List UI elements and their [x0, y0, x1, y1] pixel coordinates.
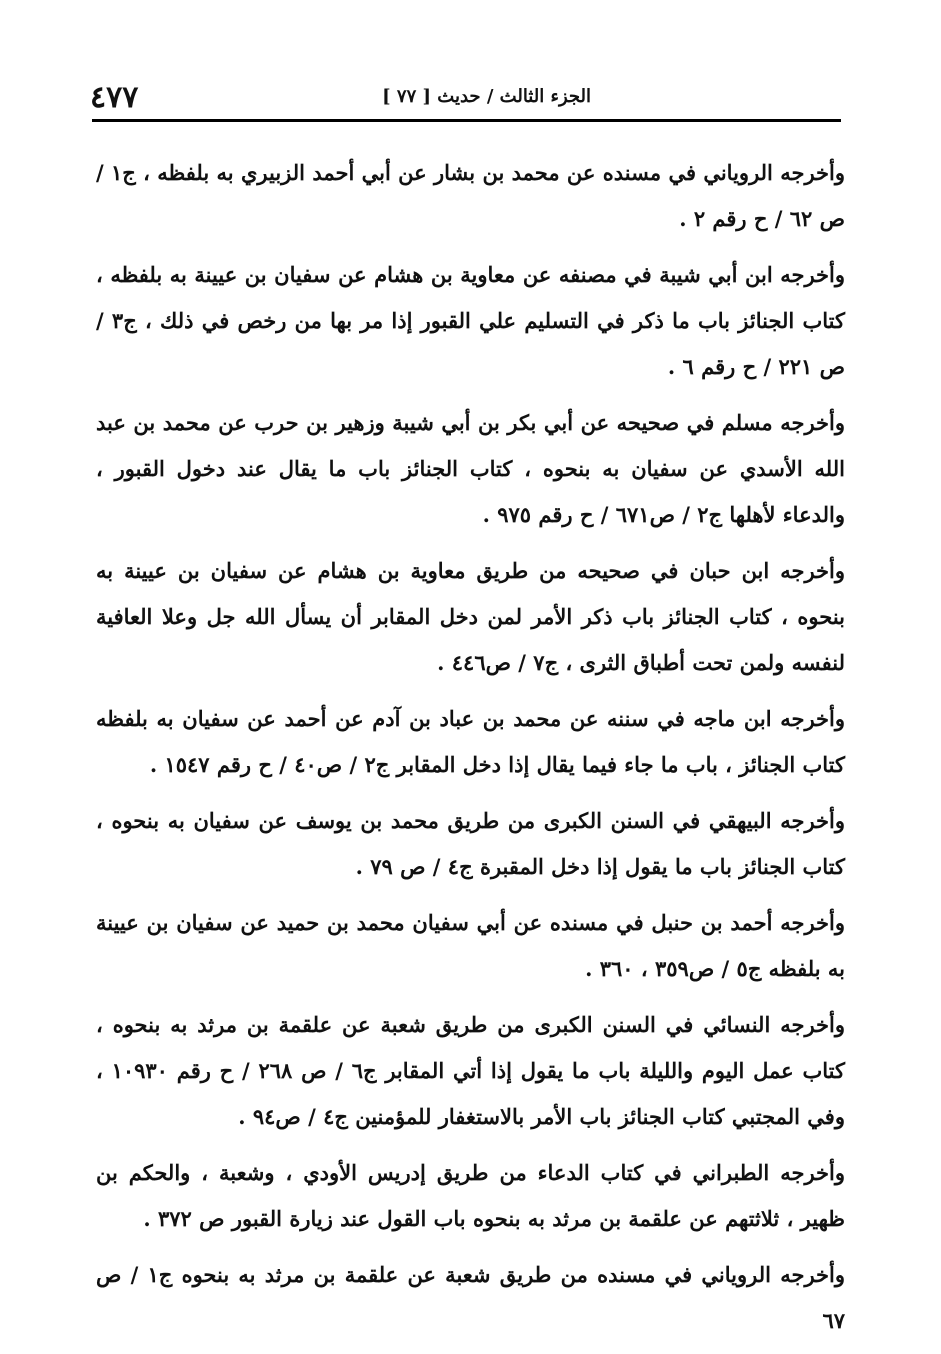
page-body	[96, 150, 845, 1354]
paragraph: وأخرجه الروياني في مسنده من طريق شعبة عن علقمة بن مرثد به بنحوه ج١ / ص ٦٧	[96, 1262, 845, 1333]
paragraph: وأخرجه ابن أبي شيبة في مصنفه عن معاوية بن هشام عن سفيان بن عيينة به بلفظه ، كتاب الجنائز باب ما ذكر في التسليم علي القبور إذا مر بها من رخص في ذلك ، ج٣ / ص ٢٢١ / ح رقم ٦ .	[96, 262, 845, 379]
paragraph: وأخرجه أحمد بن حنبل في مسنده عن أبي سفيان محمد بن حميد عن سفيان بن عيينة به بلفظه ج٥ / ص٣٥٩ ، ٣٦٠ .	[96, 910, 845, 981]
paragraph: وأخرجه الطبراني في كتاب الدعاء من طريق إدريس الأودي ، وشعبة ، والحكم بن ظهير ، ثلاثتهم عن علقمة بن مرثد به بنحوه باب القول عند زيارة القبور ص ٣٧٢ .	[96, 1160, 845, 1231]
paragraph: وأخرجه ابن حبان في صحيحه من طريق معاوية بن هشام عن سفيان بن عيينة به بنحوه ، كتاب الجنائز باب ذكر الأمر لمن دخل المقابر أن يسأل الله جل وعلا العافية لنفسه ولمن تحت أطباق الثرى ، ج٧ / ص٤٤٦ .	[96, 558, 845, 675]
page-number: ٤٧٧	[90, 80, 139, 115]
page-header	[90, 78, 841, 118]
header-rule	[92, 119, 841, 122]
paragraph: وأخرجه ابن ماجه في سننه عن محمد بن عباد بن آدم عن أحمد عن سفيان به بلفظه كتاب الجنائز ، باب ما جاء فيما يقال إذا دخل المقابر ج٢ / ص٤٠ / ح رقم ١٥٤٧ .	[96, 706, 845, 777]
paragraph: وأخرجه الروياني في مسنده عن محمد بن بشار عن أبي أحمد الزبيري به بلفظه ، ج١ / ص ٦٢ / ح رقم ٢ .	[96, 160, 846, 231]
paragraph: وأخرجه مسلم في صحيحه عن أبي بكر بن أبي شيبة وزهير بن حرب عن محمد بن عبد الله الأسدي عن سفيان به بنحوه ، كتاب الجنائز باب ما يقال عند دخول القبور ، والدعاء لأهلها ج٢ / ص٦٧١ / ح رقم ٩٧٥ .	[96, 410, 845, 527]
paragraph: وأخرجه النسائي في السنن الكبرى من طريق شعبة عن علقمة بن مرثد به بنحوه ، كتاب عمل اليوم والليلة باب ما يقول إذا أتي المقابر ج٦ / ص ٢٦٨ / ح رقم ١٠٩٣٠ ، وفي المجتبي كتاب الجنائز باب الأمر بالاستغفار للمؤمنين ج٤ / ص٩٤ .	[96, 1012, 845, 1129]
running-title: الجزء الثالث / حديث [ ٧٧ ]	[382, 86, 591, 107]
paragraph: وأخرجه البيهقي في السنن الكبرى من طريق محمد بن يوسف عن سفيان به بنحوه ، كتاب الجنائز باب ما يقول إذا دخل المقبرة ج٤ / ص ٧٩ .	[96, 808, 845, 879]
